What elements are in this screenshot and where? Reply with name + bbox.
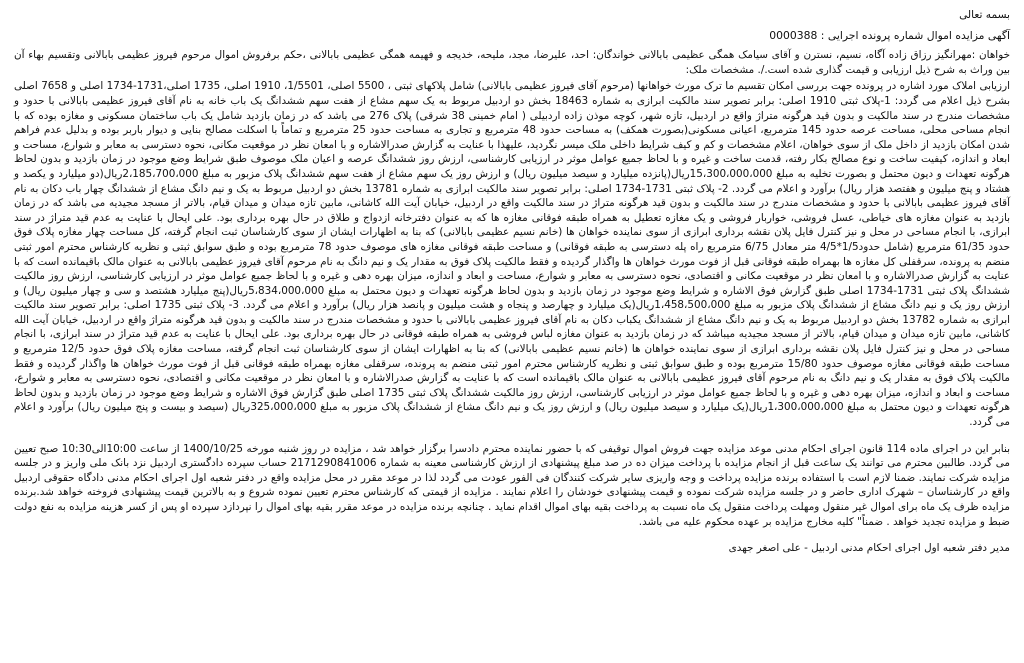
auction-terms-paragraph: بنابر این در اجرای ماده 114 قانون اجرای احکام مدنی موعد مزایده جهت فروش اموال توقیفی که با حضور نماینده محترم دادسرا برگزار خواهد شد ، مزایده در روز شنبه مورخه 1400/10/25 از ساعت 10:00الی10:30 صبح تعیین می گردد. طالبین محترم می توانند یک ساعت قبل از انجام مزایده با پرداخت میزان ده در صد مبلغ پیشنهادی از ارزش کارشناسی معینه به شماره 2171290841006 حساب سپرده دادگستری اردبیل نزد بانک ملی واریز و در جلسه مزایده شرکت نمایند. ضمنا لازم است با استفاده برنده مزایده پرداخت و وجه واریزی سایر شرکت کنندگان فی الفور عودت می گردد لذا در موعد مقرر در محل مزایده واقع در دفتر شعبه اول اجرای احکام مدنی دادگاه حقوقی اردبیل واقع در کارشناسان – شهرک اداری حاضر و در جلسه مزایده شرکت نموده و قیمت پیشنهادی خودشان را اعلام نمایند . مزایده از قیمتی که کارشناس محترم تعیین نموده شروع و به بالاترین قیمت پیشنهادی فروخته خواهد شد.برنده مزایده ظرف یک ماه برای اموال غیر منقول ومهلت پرداخت منقول یک ماه نسبت به پرداخت بقیه بهای اموال اقدام نماید . چنانچه برنده مزایده در موعد مقرر بقیه بهای اموال را نپردازد سپرده او پس از کسر هزینه مزایده به نفع دولت ضبط و مزایده تجدید خواهد . ضمناً" کلیه مخارج مزایده بر عهده محکوم علیه می باشد.	[14, 442, 1010, 528]
intro-paragraph: خواهان :مهرانگیز رزاق زاده آگاه، نسیم، نسترن و آقای سیامک همگی عظیمی بابالانی خواندگان: احد، علیرضا، مجد، ملیحه، خدیجه و فهیمه همگی عظیمی بابالانی ،حکم برفروش اموال مرحوم فیروز عظیمی بابالانی وتقسیم بهاء آن بین وراث به شرح ذیل ارزیابی و قیمت گذاری شده است./. مشخصات ملک:	[14, 49, 1010, 76]
property-valuation-paragraph: ارزیابی املاک مورد اشاره در پرونده جهت بررسی امکان تقسیم ما ترک مورث خواهانها (مرحوم آقای فیروز عظیمی بابالانی) شامل پلاکهای ثبتی ، 5500 اصلی، 1/5501، 1910 اصلی، 1735 اصلی،1731-1734 اصلی و 7658 اصلی بشرح ذیل اعلام می گردد: 1-پلاک ثبتی 1910 اصلی: برابر تصویر سند مالکیت ابرازی به شماره 18463 بخش دو اردبیل مربوط به یک سهم مشاع از هفت سهم ششدانگ یک باب خانه به نام آقای فیروز عظیمی بابالانی با حدود و مشخصات مندرج در سند مالکیت و بدون قید هرگونه متراژ واقع در اردبیل، تازه شهر، کوچه موذن زاده اردبیلی ( امام خمینی 38 شرقی) پلاک 276 می باشد که در زمان بازدید شامل یک باب ساختمان مسکونی و مغازه بوده که با انجام مساحی محلی، مساحت عرصه حدود 145 مترمربع، اعیانی مسکونی(بصورت همکف) به مساحت حدود 48 مترمربع و تجاری به مساحت حدود 25 مترمربع و تماماً با اسکلت مصالح بنایی و دیوار باربر بوده و بدلیل عدم فراهم شدن امکان بازدید از داخل ملک از سوی خواهان، اعلام مشخصات و کم و کیف شرایط داخلی ملک میسر نگردید، علیهذا با عنایت به گزارش صدرالاشاره و با امعان نظر در موقعیت مکانی، نحوه دسترسی به معابر و شوارع، مساحت و ابعاد و اندازه، کیفیت ساخت و نوع مصالح بکار رفته، قدمت ساخت و غیره و با لحاظ جمیع عوامل موثر در ارزیابی کارشناسی، ارزش روز ششدانگ عرصه و اعیان ملک موصوف طبق شرایط وضع موجود در زمان بازدید و بدون لحاظ هرگونه تعهدات و دیون محتمل و بصورت تخلیه به مبلغ 15،300،000،000ریال(پانزده میلیارد و سیصد میلیون ریال) و ارزش روز یک سهم مشاع از هفت سهم ششدانگ پلاک مزبور به مبلغ 2،185،700،000ریال(دو میلیارد و یکصد و هشتاد و پنج میلیون و هفتصد هزار ریال) برآورد و اعلام می گردد. 2- پلاک ثبتی 1731-1734 اصلی: برابر تصویر سند مالکیت ابرازی به شماره 13781 بخش دو اردبیل مربوط به یک و نیم دانگ مشاع از ششدانگ چهار باب دکان به نام آقای فیروز عظیمی بابالانی با حدود و مشخصات مندرج در سند مالکیت و بدون قید هرگونه متراژ در سند مالکیت واقع در اردبیل، خیابان آیت الله کاشانی، مابین تازه میدان و میدان قیام، بالاتر از مسجد مجیدیه می باشد که در زمان بازدید به عنوان مغازه های خیاطی، عسل فروشی، خواربار فروشی و یک مغازه تعطیل به همراه طبقه فوقانی مغازه ها که به عنوان دفترخانه ازدواج و طلاق در حال بهره برداری بود. علی ایحال با عنایت به عدم قید متراژ در سند ابرازی، با انجام مساحی در محل و نیز کنترل فایل پلان نقشه برداری ابرازی از سوی نماینده خواهان ها (خانم نسیم عظیمی بابالانی) که بنا به اظهارات ایشان از سوی کارشناسان ثبت انجام گرفته، کل مساحت چهار مغازه پلاک فوق حدود 61/35 مترمربع (شامل حدود1/5*4/5 متر معادل 6/75 مترمربع راه پله دسترسی به طبقه فوقانی) و مساحت طبقه فوقانی مغازه های موصوف حدود 78 مترمربع بوده و طبق سوابق ثبتی و نظریه کارشناس محترم امور ثبتی منضم به پرونده، سرقفلی کل مغازه ها بهمراه طبقه فوقانی قبل از فوت مورث خواهان ها واگذار گردیده و فقط مالکیت پلاک فوق به مقدار یک و نیم دانگ به نام مرحوم آقای فیروز عظیمی بابالانی به عنوان مالک باقیمانده است که با عنایت به گزارش صدرالاشاره و با امعان نظر در موقعیت مکانی و اقتصادی، نحوه دسترسی به معابر و شوارع، مساحت و ابعاد و اندازه، میزان بهره دهی و غیره و با لحاظ جمیع عوامل موثر در ارزیابی کارشناسی، ارزش روز مالکیت ششدانگ پلاک ثبتی 1731-1734 اصلی طبق گزارش فوق الاشاره و شرایط وضع موجود در زمان بازدید و بدون لحاظ هرگونه تعهدات و دیون محتمل به مبلغ 5،834،000،000ریال(پنج میلیارد هشتصد و سی و چهار میلیون ریال) و ارزش روز یک و نیم دانگ مشاع از ششدانگ پلاک مزبور به مبلغ 1،458،500،000ریال(یک میلیارد و چهارصد و پنجاه و هشت میلیون و پانصد هزار ریال) برآورد و اعلام می گردد. 3- پلاک ثبتی 1735 اصلی: برابر تصویر سند مالکیت ابرازی به شماره 13782 بخش دو اردبیل مربوط به یک و نیم دانگ مشاع از ششدانگ یکباب دکان به نام آقای فیروز عظیمی بابالانی با حدود و مشخصات مندرج در سند مالکیت و بدون قید هرگونه متراژ واقع در اردبیل، خیابان آیت الله کاشانی، مابین تازه میدان و میدان قیام، بالاتر از مسجد مجیدیه میباشد که در زمان بازدید به عنوان مغازه لباس فروشی به همراه طبقه فوقانی در حال بهره برداری بود. علی ایحال با عنایت به عدم قید متراژ در سند ابرازی، با انجام مساحی در محل و نیز کنترل فایل پلان نقشه برداری ابرازی از سوی نماینده خواهان ها (خانم نسیم عظیمی بابالانی) که بنا به اظهارات ایشان از سوی کارشناسان ثبت انجام گرفته، مساحت مغازه پلاک فوق حدود 12/5 مترمربع و مساحت طبقه فوقانی مغازه موصوف حدود 15/80 مترمربع بوده و طبق سوابق ثبتی و نظریه کارشناس محترم امور ثبتی منضم به پرونده، سرقفلی مغازه بهمراه طبقه فوقانی قبل از فوت مورث خواهان ها واگذار گردیده و فقط مالکیت پلاک فوق به مقدار یک و نیم دانگ به نام مرحوم آقای فیروز عظیمی بابالانی به عنوان مالک باقیمانده است که با عنایت به گزارش صدرالاشاره و با امعان نظر در موقعیت مکانی و اقتصادی، نحوه دسترسی به معابر و شوارع، مساحت و ابعاد و اندازه، میزان بهره دهی و غیره و با لحاظ جمیع عوامل موثر در ارزیابی کارشناسی، ارزش روز مالکیت ششدانگ پلاک ثبتی 1735 اصلی طبق گزارش فوق الاشاره و شرایط وضع موجود در زمان بازدید و بدون لحاظ هرگونه تعهدات و دیون محتمل به مبلغ 1،300،000،000ریال(یک میلیارد و سیصد میلیون ریال) و ارزش روز یک و نیم دانگ مشاع از ششدانگ پلاک مزبور به مبلغ 325،000،000ریال (سیصد و بیست و پنج میلیون ریال) برآورد و اعلام می گردد.	[14, 80, 1011, 429]
signature-line: مدیر دفتر شعبه اول اجرای احکام مدنی اردبیل - علی اصغر جهدی	[728, 542, 1010, 555]
basmala-heading: بسمه تعالی	[959, 9, 1010, 21]
notice-title: آگهی مزایده اموال شماره پرونده اجرایی : 0000388	[769, 28, 1010, 42]
